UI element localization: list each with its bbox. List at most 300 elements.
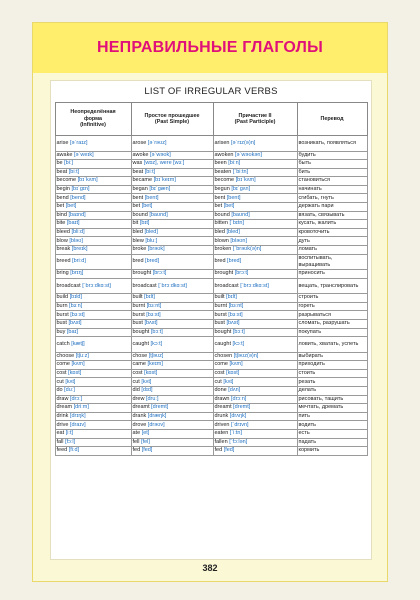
column-header-line: Причастие II (238, 112, 272, 119)
past-participle-word: broadcast (214, 282, 239, 289)
infinitive-transcription: [əˈweɪk] (73, 151, 94, 158)
infinitive-word: awake (56, 151, 73, 158)
past-simple-cell (131, 378, 213, 387)
infinitive-cell (55, 404, 131, 413)
past-participle-cell (213, 136, 297, 152)
past-simple-word: caught (132, 341, 150, 348)
infinitive-word: draw (56, 395, 69, 402)
past-simple-cell (131, 320, 213, 329)
infinitive-cell (55, 151, 131, 160)
past-simple-transcription: [bʌst] (144, 320, 158, 327)
infinitive-word: bust (56, 320, 67, 327)
past-participle-transcription: [bɔːt] (232, 328, 245, 335)
infinitive-transcription: [fiːd] (68, 447, 80, 454)
infinitive-cell (55, 421, 131, 430)
past-participle-cell (213, 320, 297, 329)
past-simple-word: bit (132, 220, 139, 227)
infinitive-transcription: [brɪŋ] (70, 270, 84, 277)
translation-cell (297, 237, 367, 246)
infinitive-transcription: [əˈraɪz] (69, 139, 88, 146)
table-row (55, 151, 367, 160)
translation-cell (297, 136, 367, 152)
past-participle-cell (213, 361, 297, 370)
past-simple-word: bled (132, 228, 143, 235)
table-row (55, 220, 367, 229)
book-page (32, 22, 388, 582)
column-header-translation (297, 103, 367, 136)
header-band (33, 23, 387, 73)
infinitive-transcription: [bɜːn] (69, 302, 83, 309)
translation-cell (297, 203, 367, 212)
translation-cell (297, 194, 367, 203)
translation-word: ловить, хватать, успеть (298, 341, 359, 348)
translation-cell (297, 246, 367, 255)
infinitive-word: bite (56, 220, 66, 227)
past-simple-cell (131, 160, 213, 169)
past-simple-transcription: [biːt] (144, 168, 156, 175)
past-simple-transcription: [bɜːst] (146, 311, 161, 318)
translation-cell (297, 352, 367, 361)
past-participle-cell (213, 328, 297, 337)
past-participle-word: driven (214, 421, 230, 428)
table-row (55, 430, 367, 439)
past-participle-word: burnt (214, 302, 228, 309)
past-participle-cell (213, 337, 297, 353)
translation-word: держать пари (298, 203, 334, 210)
translation-word: строить (298, 294, 319, 301)
table-row (55, 438, 367, 447)
infinitive-cell (55, 270, 131, 279)
past-participle-cell (213, 270, 297, 279)
past-participle-word: bitten (214, 220, 228, 227)
table-row (55, 237, 367, 246)
translation-word: стоить (298, 369, 316, 376)
past-simple-transcription: [bent] (144, 194, 159, 201)
past-simple-cell (131, 228, 213, 237)
past-simple-transcription: [wɒz], were [wɜː] (143, 160, 185, 167)
translation-word: резать (298, 378, 316, 385)
past-simple-cell (131, 421, 213, 430)
infinitive-word: eat (56, 430, 65, 437)
translation-cell (297, 430, 367, 439)
infinitive-word: broadcast (56, 282, 81, 289)
infinitive-word: be (56, 160, 63, 167)
infinitive-word: bind (56, 211, 67, 218)
infinitive-cell (55, 177, 131, 186)
past-simple-word: burst (132, 311, 145, 318)
table-row (55, 294, 367, 303)
past-simple-transcription: [dremt] (151, 404, 169, 411)
translation-word: покупать (298, 328, 322, 335)
past-participle-transcription: [biːn] (228, 160, 241, 167)
table-row (55, 194, 367, 203)
past-simple-word: beat (132, 168, 144, 175)
translation-cell (297, 311, 367, 320)
past-simple-cell (131, 387, 213, 396)
table-row (55, 320, 367, 329)
infinitive-transcription: [tʃuːz] (75, 352, 89, 359)
past-simple-transcription: [kʌt] (141, 378, 152, 385)
infinitive-cell (55, 369, 131, 378)
past-participle-word: come (214, 361, 228, 368)
translation-cell (297, 438, 367, 447)
table-row (55, 378, 367, 387)
infinitive-cell (55, 160, 131, 169)
past-simple-word: arose (132, 139, 147, 146)
past-simple-transcription: [dræŋk] (147, 412, 167, 419)
table-row (55, 361, 367, 370)
past-participle-transcription: [ˈbrɔːdkɑːst] (240, 282, 269, 289)
past-simple-transcription: [kɔːt] (150, 341, 163, 348)
infinitive-transcription: [kʌm] (71, 361, 85, 368)
infinitive-transcription: [drɔː] (69, 395, 83, 402)
past-participle-transcription: [dremt] (233, 404, 251, 411)
translation-word: будить (298, 151, 316, 158)
past-participle-word: awoken (214, 151, 234, 158)
past-participle-transcription: [bləʊn] (230, 237, 247, 244)
translation-cell (297, 220, 367, 229)
table-row (55, 421, 367, 430)
infinitive-cell (55, 294, 131, 303)
past-participle-cell (213, 254, 297, 270)
past-simple-word: fed (132, 447, 141, 454)
translation-word: становиться (298, 177, 330, 184)
infinitive-word: bring (56, 270, 69, 277)
past-participle-transcription: [bɪlt] (226, 294, 237, 301)
past-participle-cell (213, 220, 297, 229)
translation-cell (297, 151, 367, 160)
translation-word: мечтать, дремать (298, 404, 344, 411)
infinitive-word: become (56, 177, 77, 184)
past-participle-transcription: [drɔːn] (231, 395, 247, 402)
infinitive-cell (55, 194, 131, 203)
infinitive-transcription: [drɪŋk] (69, 412, 86, 419)
past-participle-cell (213, 430, 297, 439)
past-simple-word: burnt (132, 302, 146, 309)
past-participle-cell (213, 177, 297, 186)
infinitive-cell (55, 320, 131, 329)
column-header-infinitive (55, 103, 131, 136)
infinitive-word: catch (56, 341, 70, 348)
infinitive-word: break (56, 246, 71, 253)
past-simple-cell (131, 136, 213, 152)
translation-cell (297, 294, 367, 303)
past-participle-transcription: [bred] (227, 258, 242, 265)
page-number: 382 (202, 563, 218, 573)
table-row (55, 211, 367, 220)
infinitive-cell (55, 378, 131, 387)
past-participle-transcription: [baʊnd] (231, 211, 250, 218)
infinitive-cell (55, 387, 131, 396)
past-participle-word: been (214, 160, 227, 167)
past-simple-transcription: [bɔːt] (150, 328, 163, 335)
table-row (55, 168, 367, 177)
past-simple-word: cut (132, 378, 140, 385)
translation-word: бить (298, 168, 311, 175)
past-participle-word: caught (214, 341, 232, 348)
infinitive-word: dream (56, 404, 73, 411)
infinitive-cell (55, 237, 131, 246)
past-participle-cell (213, 168, 297, 177)
past-simple-transcription: [fed] (141, 447, 153, 454)
infinitive-transcription: [bɪˈkʌm] (77, 177, 98, 184)
past-simple-transcription: [dɪd] (141, 387, 153, 394)
infinitive-word: cut (56, 378, 64, 385)
translation-cell (297, 320, 367, 329)
translation-word: гореть (298, 302, 315, 309)
infinitive-cell (55, 311, 131, 320)
past-simple-cell (131, 220, 213, 229)
infinitive-cell (55, 185, 131, 194)
translation-word: делать (298, 387, 317, 394)
past-participle-word: bound (214, 211, 230, 218)
column-header-line: Перевод (320, 115, 344, 122)
infinitive-word: burn (56, 302, 68, 309)
translation-word: приносить (298, 270, 325, 277)
past-participle-cell (213, 421, 297, 430)
infinitive-word: beat (56, 168, 68, 175)
past-simple-word: chose (132, 352, 148, 359)
translation-word: рисовать, тащить (298, 395, 344, 402)
past-simple-transcription: [keɪm] (147, 361, 163, 368)
past-simple-word: awoke (132, 151, 149, 158)
translation-word: кусать, жалить (298, 220, 337, 227)
past-participle-transcription: [əˈwəʊkən] (235, 151, 262, 158)
past-participle-transcription: [ˈfɔːlən] (229, 438, 248, 445)
translation-cell (297, 387, 367, 396)
past-simple-word: did (132, 387, 140, 394)
infinitive-transcription: [baɪt] (66, 220, 80, 227)
past-participle-cell (213, 395, 297, 404)
past-simple-transcription: [kɒst] (144, 369, 158, 376)
past-simple-word: brought (132, 270, 152, 277)
past-simple-word: dreamt (132, 404, 150, 411)
infinitive-word: fall (56, 438, 64, 445)
infinitive-word: buy (56, 328, 66, 335)
past-simple-word: drove (132, 421, 147, 428)
past-participle-word: burst (214, 311, 227, 318)
infinitive-cell (55, 136, 131, 152)
past-simple-cell (131, 194, 213, 203)
table-row (55, 311, 367, 320)
past-participle-word: begun (214, 185, 230, 192)
past-simple-transcription: [druː] (145, 395, 159, 402)
column-header-line: (Infinitive) (80, 122, 106, 129)
past-participle-word: bought (214, 328, 232, 335)
past-participle-word: bet (214, 203, 223, 210)
table-body (55, 136, 367, 456)
infinitive-transcription: [duː] (64, 387, 75, 394)
translation-cell (297, 378, 367, 387)
past-participle-word: done (214, 387, 227, 394)
past-simple-word: blew (132, 237, 144, 244)
infinitive-transcription: [baɪ] (66, 328, 79, 335)
translation-word: вещать, транслировать (298, 282, 359, 289)
past-participle-transcription: [brɔːt] (234, 270, 249, 277)
infinitive-cell (55, 228, 131, 237)
past-participle-word: drunk (214, 412, 229, 419)
translation-cell (297, 278, 367, 294)
past-simple-transcription: [əˈrəʊz] (147, 139, 167, 146)
past-simple-word: cost (132, 369, 143, 376)
column-header-line: форма (83, 115, 103, 122)
translation-cell (297, 447, 367, 456)
past-simple-transcription: [fel] (141, 438, 150, 445)
infinitive-transcription: [bləʊ] (69, 237, 83, 244)
translation-cell (297, 395, 367, 404)
past-participle-word: bled (214, 228, 225, 235)
past-participle-cell (213, 228, 297, 237)
past-simple-cell (131, 294, 213, 303)
past-participle-transcription: [bɪˈkʌm] (235, 177, 256, 184)
past-simple-word: bred (132, 258, 144, 265)
table-row (55, 328, 367, 337)
infinitive-word: choose (56, 352, 75, 359)
past-simple-word: bought (132, 328, 150, 335)
infinitive-word: begin (56, 185, 70, 192)
past-simple-word: bust (132, 320, 143, 327)
infinitive-word: bet (56, 203, 65, 210)
past-simple-word: drew (132, 395, 145, 402)
column-header-line: (Past Participle) (234, 119, 276, 125)
infinitive-word: come (56, 361, 70, 368)
infinitive-word: blow (56, 237, 68, 244)
past-participle-cell (213, 194, 297, 203)
translation-cell (297, 168, 367, 177)
infinitive-transcription: [baɪnd] (68, 211, 86, 218)
past-participle-transcription: [bɜːnt] (228, 302, 244, 309)
past-participle-word: fallen (214, 438, 228, 445)
translation-word: быть (298, 160, 311, 167)
past-participle-word: cost (214, 369, 225, 376)
past-participle-transcription: [əˈrɪz(ə)n] (231, 139, 256, 146)
past-simple-cell (131, 395, 213, 404)
past-participle-transcription: [tʃəʊz(ə)n] (233, 352, 259, 359)
infinitive-transcription: [bɪˈgɪn] (71, 185, 90, 192)
past-participle-transcription: [bled] (226, 228, 240, 235)
past-participle-word: drawn (214, 395, 230, 402)
past-participle-transcription: [bent] (226, 194, 241, 201)
translation-cell (297, 421, 367, 430)
column-header-past-simple (131, 103, 213, 136)
infinitive-cell (55, 211, 131, 220)
past-simple-cell (131, 337, 213, 353)
past-participle-transcription: [drʌŋk] (229, 412, 247, 419)
translation-cell (297, 361, 367, 370)
past-participle-cell (213, 211, 297, 220)
infinitive-transcription: [bet] (65, 203, 77, 210)
past-participle-transcription: [kɔːt] (232, 341, 245, 348)
past-participle-transcription: [ˈiːtn] (229, 430, 243, 437)
past-simple-transcription: [bɪt] (139, 220, 150, 227)
past-simple-cell (131, 430, 213, 439)
past-simple-transcription: [brɔːt] (152, 270, 167, 277)
table-row (55, 447, 367, 456)
past-simple-cell (131, 270, 213, 279)
past-participle-word: become (214, 177, 235, 184)
past-participle-cell (213, 278, 297, 294)
translation-cell (297, 211, 367, 220)
column-header-line: Простое прошедшее (144, 112, 200, 119)
translation-cell (297, 404, 367, 413)
infinitive-transcription: [ˈbrɔːdkɑːst] (82, 282, 111, 289)
past-simple-transcription: [bluː] (145, 237, 158, 244)
past-participle-word: bred (214, 258, 226, 265)
past-participle-word: blown (214, 237, 229, 244)
column-header-line: (Past Simple) (154, 119, 190, 125)
infinitive-cell (55, 302, 131, 311)
table-row (55, 228, 367, 237)
past-participle-transcription: [bɜːst] (228, 311, 243, 318)
infinitive-word: cost (56, 369, 67, 376)
past-simple-cell (131, 211, 213, 220)
past-simple-cell (131, 311, 213, 320)
past-participle-cell (213, 151, 297, 160)
infinitive-word: burst (56, 311, 69, 318)
infinitive-transcription: [draɪv] (69, 421, 86, 428)
infinitive-cell (55, 447, 131, 456)
past-participle-word: chosen (214, 352, 233, 359)
infinitive-word: arise (56, 139, 69, 146)
infinitive-cell (55, 220, 131, 229)
past-simple-cell (131, 151, 213, 160)
table-row (55, 254, 367, 270)
past-participle-cell (213, 412, 297, 421)
past-simple-cell (131, 185, 213, 194)
past-simple-cell (131, 361, 213, 370)
infinitive-transcription: [driːm] (73, 404, 89, 411)
past-participle-transcription: [kʌt] (223, 378, 234, 385)
past-participle-cell (213, 185, 297, 194)
infinitive-cell (55, 168, 131, 177)
past-simple-cell (131, 246, 213, 255)
translation-word: водить (298, 421, 316, 428)
infinitive-transcription: [briːd] (72, 258, 86, 265)
past-participle-word: bent (214, 194, 226, 201)
infinitive-transcription: [kʌt] (65, 378, 76, 385)
past-simple-cell (131, 302, 213, 311)
translation-word: ломать (298, 246, 317, 253)
infinitive-word: bend (56, 194, 69, 201)
infinitive-transcription: [biːt] (68, 168, 80, 175)
past-participle-transcription: [ˈbrəʊk(ə)n] (232, 246, 262, 253)
past-simple-word: built (132, 294, 143, 301)
table-row (55, 185, 367, 194)
translation-word: кормить (298, 447, 320, 454)
past-simple-transcription: [əˈwəʊk] (149, 151, 171, 158)
past-simple-transcription: [et] (141, 430, 150, 437)
past-participle-cell (213, 203, 297, 212)
translation-word: падать (298, 438, 317, 445)
table-row (55, 369, 367, 378)
translation-cell (297, 302, 367, 311)
list-title: LIST OF IRREGULAR VERBS (144, 86, 278, 97)
translation-cell (297, 185, 367, 194)
past-simple-cell (131, 352, 213, 361)
past-participle-word: bust (214, 320, 225, 327)
infinitive-word: bleed (56, 228, 70, 235)
past-participle-transcription: [fed] (223, 447, 235, 454)
past-participle-cell (213, 447, 297, 456)
infinitive-word: drive (56, 421, 69, 428)
past-simple-cell (131, 237, 213, 246)
verb-sheet (51, 81, 371, 559)
past-simple-cell (131, 438, 213, 447)
past-simple-word: was (132, 160, 143, 167)
past-simple-cell (131, 278, 213, 294)
past-participle-cell (213, 311, 297, 320)
past-participle-cell (213, 294, 297, 303)
